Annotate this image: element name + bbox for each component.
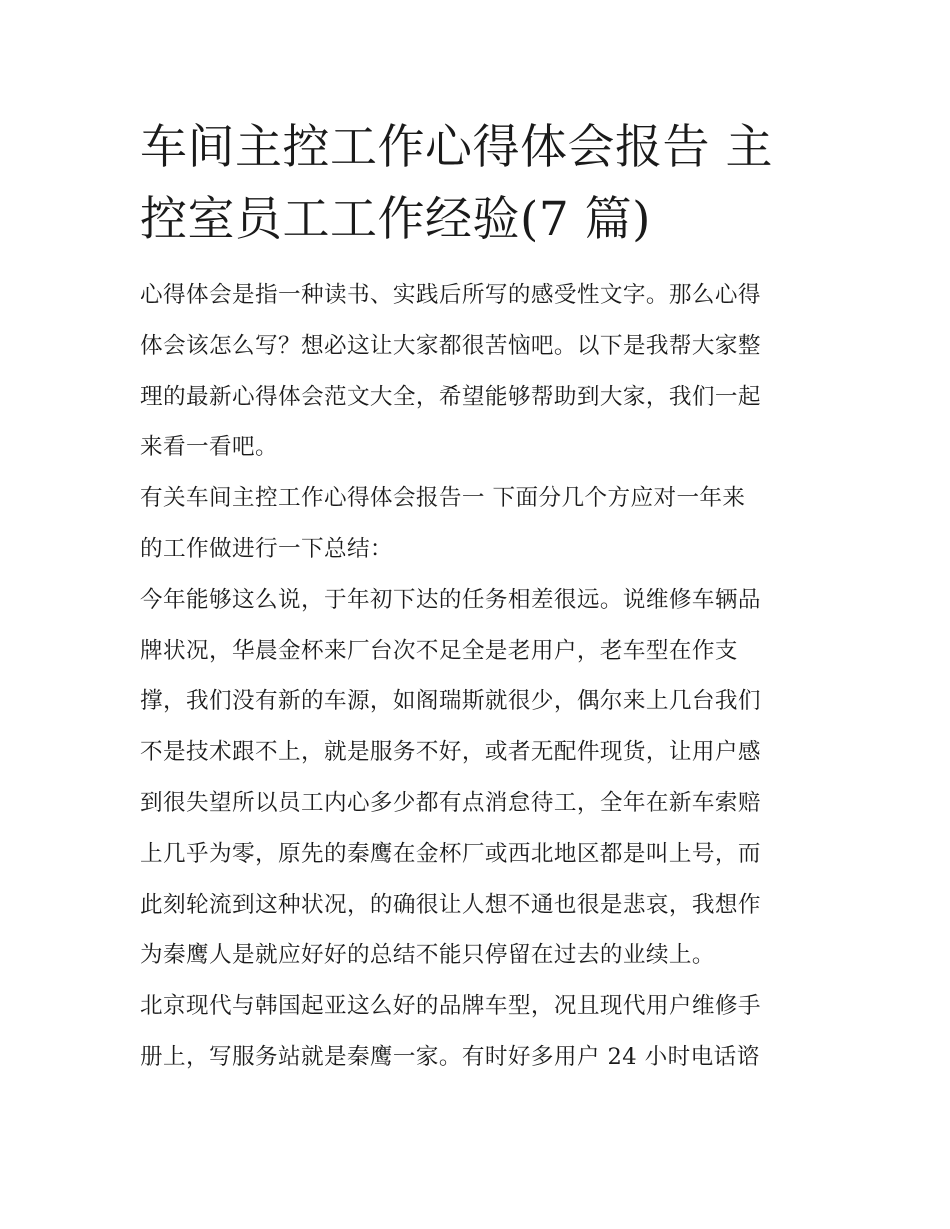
paragraph-summary <box>140 575 812 981</box>
text-line: 体会该怎么写？想必这让大家都很苦恼吧。以下是我帮大家整 <box>140 332 761 359</box>
text-line: 心得体会是指一种读书、实践后所写的感受性文字。那么心得 <box>140 282 761 308</box>
text-line: 有关车间主控工作心得体会报告一 下面分几个方应对一年来 <box>140 485 746 512</box>
text-line: 牌状况，华晨金杯来厂台次不足全是老用户，老车型在作支 <box>140 637 738 664</box>
text-line: 今年能够这么说，于年初下达的任务相差很远。说维修车辆品 <box>140 586 761 613</box>
document-title <box>140 112 812 256</box>
paragraph-report-intro <box>140 473 812 575</box>
text-line: 为秦鹰人是就应好好的总结不能只停留在过去的业续上。 <box>140 942 715 969</box>
text-line: 来看一看吧。 <box>140 434 278 461</box>
text-line: 撑，我们没有新的车源，如阁瑞斯就很少，偶尔来上几台我们 <box>140 688 761 715</box>
text-line: 到很失望所以员工内心多少都有点消怠待工，全年在新车索赔 <box>140 789 761 816</box>
text-line: 北京现代与韩国起亚这么好的品牌车型，况且现代用户维修手 <box>140 993 761 1020</box>
text-line: 理的最新心得体会范文大全，希望能够帮助到大家，我们一起 <box>140 383 761 410</box>
text-line: 上几乎为零，原先的秦鹰在金杯厂或西北地区都是叫上号，而 <box>140 840 761 867</box>
document-body <box>140 112 812 1083</box>
title-line: 车间主控工作心得体会报告 主 <box>140 120 773 175</box>
text-line: 的工作做进行一下总结： <box>140 535 393 562</box>
title-line: 控室员工工作经验(7 篇) <box>140 192 652 247</box>
text-line: 此刻轮流到这种状况，的确很让人想不通也很是悲哀，我想作 <box>140 891 761 918</box>
paragraph-intro <box>140 270 812 473</box>
text-line: 册上，写服务站就是秦鹰一家。有时好多用户 24 小时电话谘 <box>140 1043 760 1070</box>
text-line: 不是技术跟不上，就是服务不好，或者无配件现货，让用户感 <box>140 739 761 766</box>
paragraph-brands <box>140 981 812 1083</box>
